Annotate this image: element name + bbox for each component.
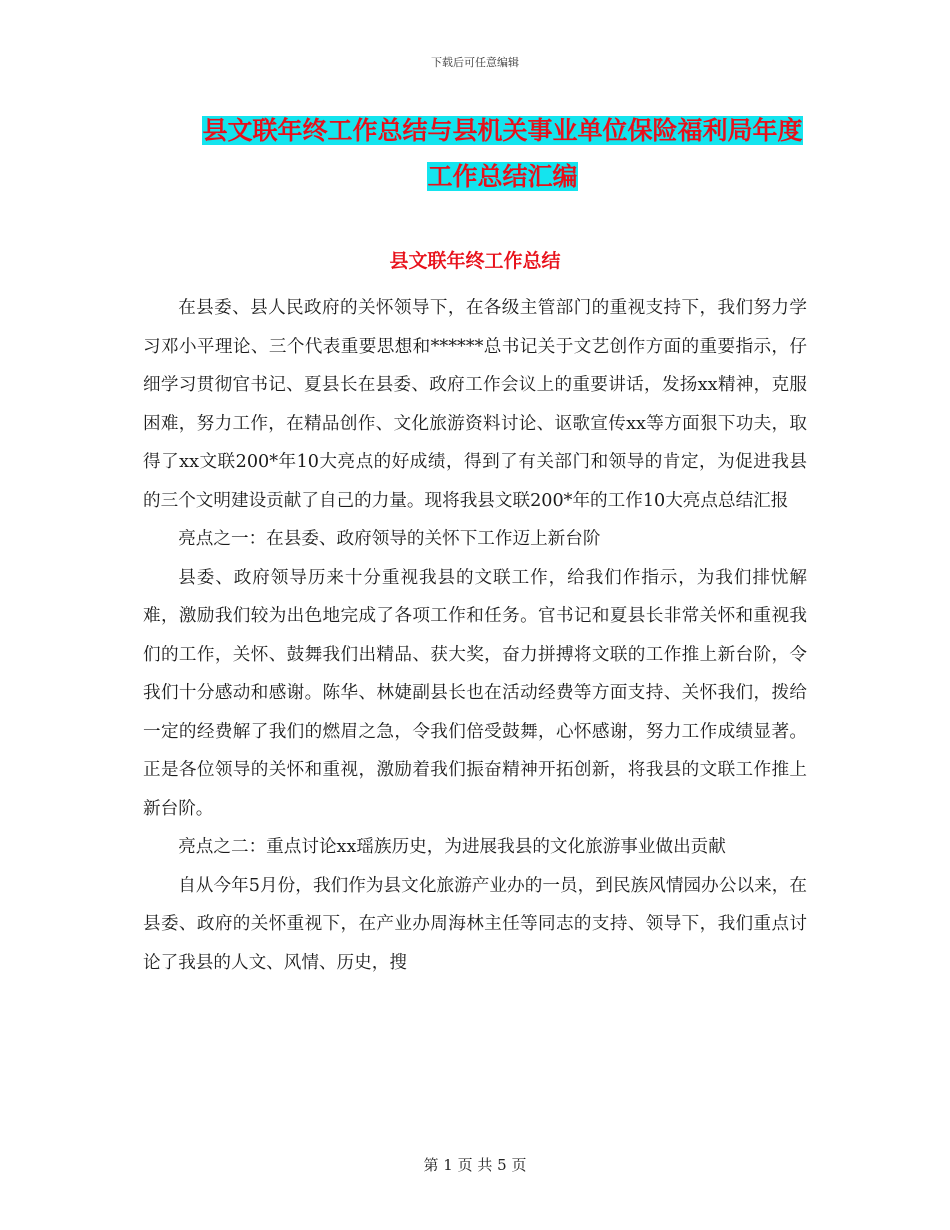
paragraph: 亮点之二：重点讨论xx瑶族历史，为进展我县的文化旅游事业做出贡献 xyxy=(178,837,726,857)
paragraph: 县委、政府领导历来十分重视我县的文联工作，给我们作指示，为我们排忧解难，激励我们较为出色地完成了各项工作和任务。官书记和夏县长非常关怀和重视我们的工作，关怀、鼓舞我们出精品、获大奖，奋力拼搏将文联的工作推上新台阶，令我们十分感动和感谢。陈华、林婕副县长也在活动经费等方面支持、关怀我们，拨给一定的经费解了我们的燃眉之急，令我们倍受鼓舞，心怀感谢，努力工作成绩显著。正是各位领导的关怀和重视，激励着我们振奋精神开拓创新，将我县的文联工作推上新台阶。 xyxy=(143,567,807,819)
body-text xyxy=(143,289,807,982)
paragraph: 自从今年5月份，我们作为县文化旅游产业办的一员，到民族风情园办公以来，在县委、政府的关怀重视下，在产业办周海林主任等同志的支持、领导下，我们重点讨论了我县的人文、风情、历史，搜 xyxy=(143,875,807,973)
page-footer: 第 1 页 共 5 页 xyxy=(423,1156,527,1174)
document-title-text: 县文联年终工作总结与县机关事业单位保险福利局年度工作总结汇编 xyxy=(202,116,803,191)
paragraph: 在县委、县人民政府的关怀领导下，在各级主管部门的重视支持下，我们努力学习邓小平理论、三个代表重要思想和******总书记关于文艺创作方面的重要指示，仔细学习贯彻官书记、夏县长在县委、政府工作会议上的重要讲话，发扬xx精神，克服困难，努力工作，在精品创作、文化旅游资料讨论、讴歌宣传xx等方面狠下功夫，取得了xx文联200*年10大亮点的好成绩，得到了有关部门和领导的肯定，为促进我县的三个文明建设贡献了自己的力量。现将我县文联200*年的工作10大亮点总结汇报 xyxy=(143,298,807,511)
header-note: 下载后可任意编辑 xyxy=(431,56,519,69)
paragraph: 亮点之一：在县委、政府领导的关怀下工作迈上新台阶 xyxy=(178,529,601,549)
document-title xyxy=(195,108,810,200)
section-title: 县文联年终工作总结 xyxy=(389,250,561,272)
